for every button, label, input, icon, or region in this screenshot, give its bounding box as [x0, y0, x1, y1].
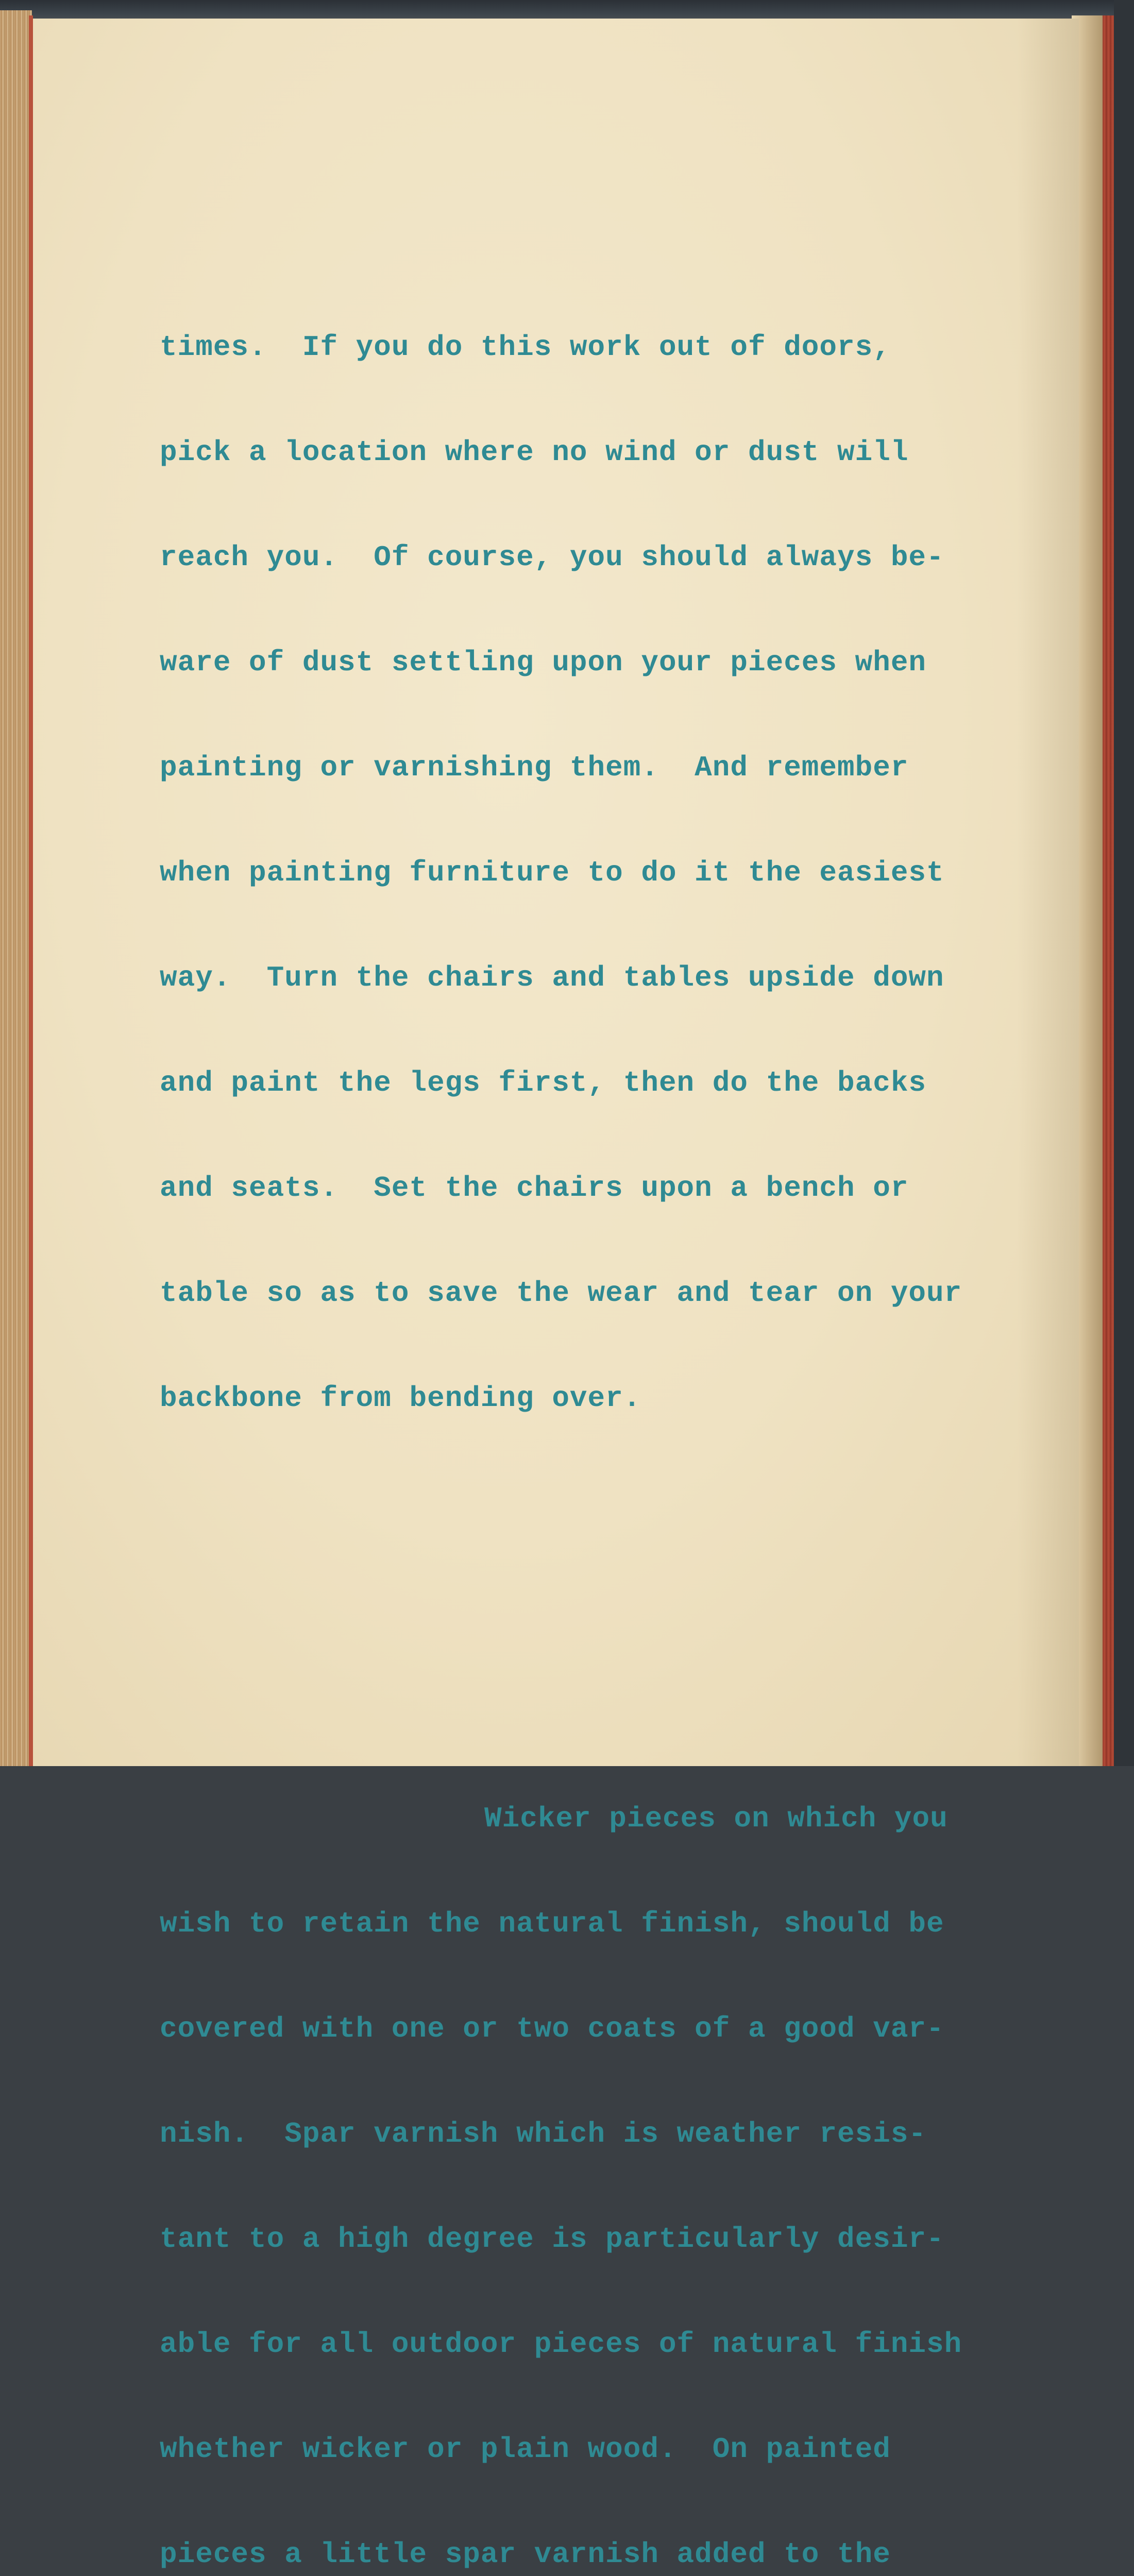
text-line: pieces a little spar varnish added to the [160, 2538, 891, 2571]
page-edges-left [0, 10, 32, 1766]
paragraph-1 [160, 260, 994, 1486]
text-line: covered with one or two coats of a good var- [160, 2012, 944, 2045]
book-cover-right [1114, 0, 1134, 1766]
text-line: backbone from bending over. [160, 1382, 641, 1415]
text-line: able for all outdoor pieces of natural finish [160, 2328, 962, 2361]
text-line: pick a location where no wind or dust will [160, 436, 909, 469]
text-line: Wicker pieces on which you [484, 1802, 948, 1835]
book-cover-top [0, 0, 1134, 21]
text-line: times. If you do this work out of doors, [160, 331, 891, 364]
text-line: painting or varnishing them. And remember [160, 751, 909, 784]
text-line: and paint the legs first, then do the backs [160, 1066, 927, 1099]
text-line: wish to retain the natural finish, should be [160, 1907, 944, 1940]
text-line: ware of dust settling upon your pieces when [160, 646, 927, 679]
paragraph-2 [160, 1731, 994, 2576]
text-line: whether wicker or plain wood. On painted [160, 2433, 891, 2466]
typewritten-text [160, 155, 994, 2576]
text-line: nish. Spar varnish which is weather resis- [160, 2117, 927, 2150]
text-line: tant to a high degree is particularly desir- [160, 2223, 944, 2256]
text-line: and seats. Set the chairs upon a bench or [160, 1172, 909, 1205]
text-line: way. Turn the chairs and tables upside down [160, 961, 944, 994]
text-line: when painting furniture to do it the easiest [160, 856, 944, 889]
text-line: reach you. Of course, you should always be- [160, 541, 944, 574]
red-page-edge-right [1103, 15, 1114, 1766]
red-page-edge-left [29, 15, 33, 1766]
text-line: table so as to save the wear and tear on your [160, 1277, 962, 1310]
